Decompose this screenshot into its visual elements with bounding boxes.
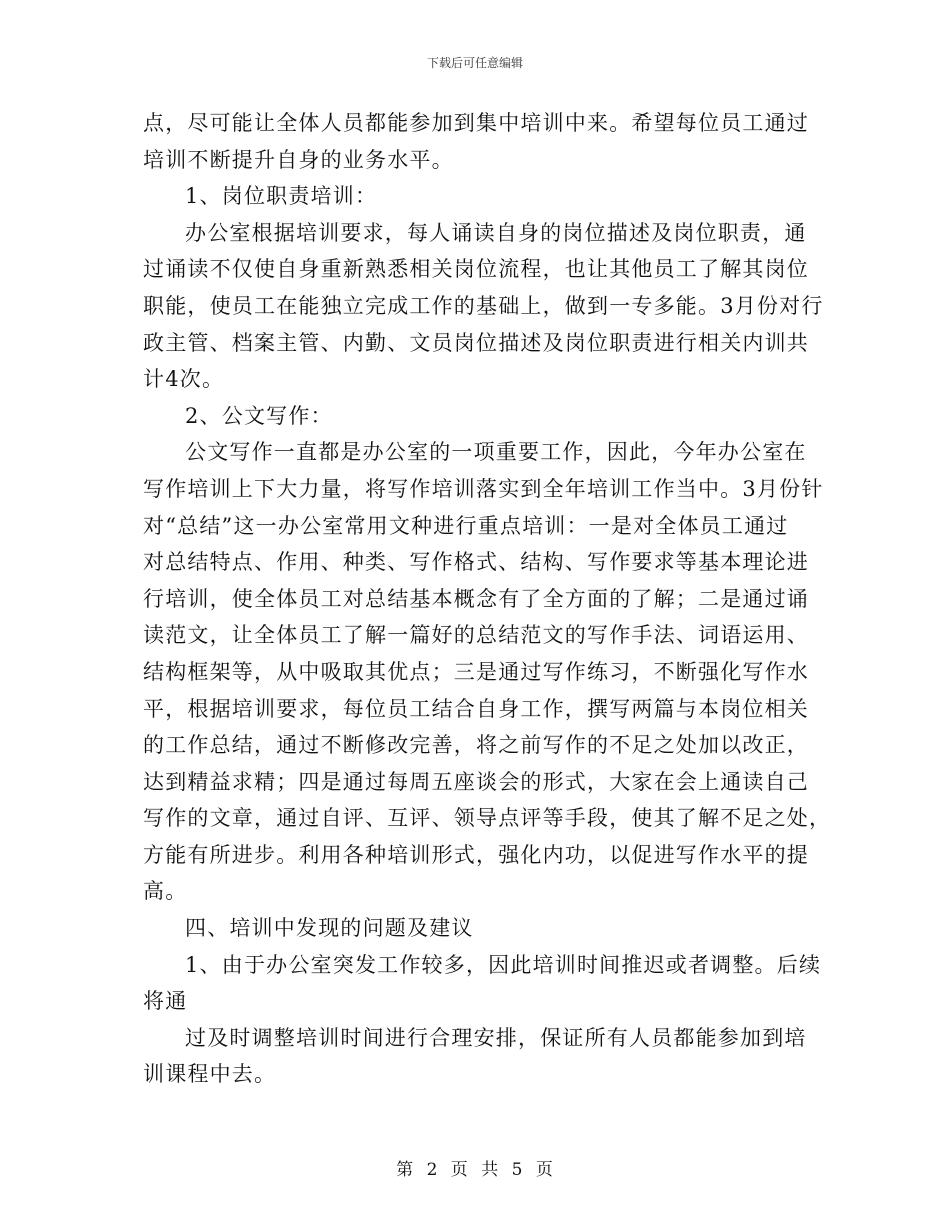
text-line: 公文写作一直都是办公室的一项重要工作，因此，今年办公室在 (185, 440, 807, 465)
text-line: 计4次。 (143, 367, 225, 392)
text-line: 行培训，使全体员工对总结基本概念有了全方面的了解；二是通过诵 (143, 586, 809, 611)
page-number-footer: 第 2 页 共 5 页 (396, 1160, 554, 1180)
text-line: 将通 (143, 989, 188, 1014)
text-line: 过诵读不仅使自身重新熟悉相关岗位流程，也让其他员工了解其岗位 (143, 257, 809, 282)
text-line: 过及时调整培训时间进行合理安排，保证所有人员都能参加到培 (185, 1025, 807, 1050)
text-line: 写作的文章，通过自评、互评、领导点评等手段，使其了解不足之处， (143, 806, 832, 831)
section-heading: 四、培训中发现的问题及建议 (185, 916, 474, 941)
text-line: 平，根据培训要求，每位员工结合自身工作，撰写两篇与本岗位相关 (143, 696, 809, 721)
text-line: 的工作总结，通过不断修改完善，将之前写作的不足之处加以改正， (143, 733, 809, 758)
text-line: 达到精益求精；四是通过每周五座谈会的形式，大家在会上通读自己 (143, 769, 809, 794)
text-line: 对“总结”这一办公室常用文种进行重点培训：一是对全体员工通过 (143, 513, 789, 538)
document-body (143, 105, 832, 1093)
text-line: 结构框架等，从中吸取其优点；三是通过写作练习，不断强化写作水 (143, 659, 809, 684)
text-line: 训课程中去。 (143, 1062, 277, 1087)
text-line: 对总结特点、作用、种类、写作格式、结构、写作要求等基本理论进 (143, 550, 809, 575)
text-line: 办公室根据培训要求，每人诵读自身的岗位描述及岗位职责，通 (185, 220, 807, 245)
text-line: 1、由于办公室突发工作较多，因此培训时间推迟或者调整。后续 (185, 952, 822, 977)
text-line: 1、岗位职责培训： (185, 184, 378, 209)
text-line: 培训不断提升自身的业务水平。 (143, 147, 454, 172)
text-line: 点，尽可能让全体人员都能参加到集中培训中来。希望每位员工通过 (143, 111, 809, 135)
text-line: 读范文，让全体员工了解一篇好的总结范文的写作手法、词语运用、 (143, 623, 809, 648)
text-line: 方能有所进步。利用各种培训形式，强化内功，以促进写作水平的提 (143, 842, 809, 867)
text-line: 写作培训上下大力量，将写作培训落实到全年培训工作当中。3月份针 (143, 476, 824, 501)
text-line: 高。 (143, 879, 188, 904)
text-line: 职能，使员工在能独立完成工作的基础上，做到一专多能。3月份对行 (143, 293, 824, 318)
text-line: 政主管、档案主管、内勤、文员岗位描述及岗位职责进行相关内训共 (143, 330, 809, 355)
page-header: 下载后可任意编辑 (426, 56, 523, 70)
text-line: 2、公文写作： (185, 403, 333, 428)
